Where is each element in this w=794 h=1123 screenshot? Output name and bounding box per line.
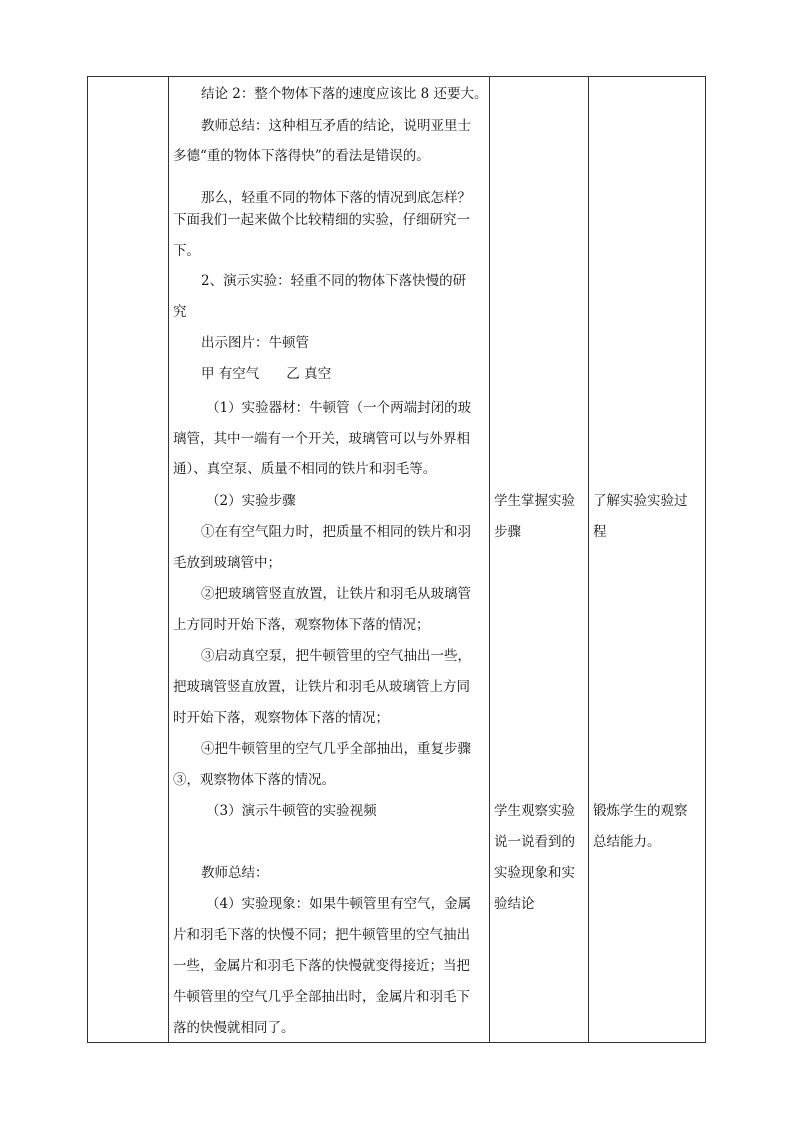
text-line: ③启动真空泵，把牛顿管里的空气抽出一些， — [201, 648, 471, 664]
text-line: 毛放到玻璃管中； — [173, 555, 281, 571]
text-line: 下面我们一起来做个比较精细的实验，仔细研究一 — [173, 212, 470, 228]
text-line: 验结论 — [494, 896, 535, 912]
text-line: （2）实验步骤 — [206, 493, 296, 509]
text-line: ④把牛顿管里的空气几乎全部抽出，重复步骤 — [201, 741, 471, 757]
text-line: 步骤 — [494, 524, 521, 540]
text-line: （4）实验现象：如果牛顿管里有空气，金属 — [206, 896, 472, 912]
text-line: ①在有空气阻力时，把质量不相同的铁片和羽 — [201, 524, 471, 540]
text-line: 牛顿管里的空气几乎全部抽出时，金属片和羽毛下 — [173, 989, 470, 1005]
stage-column — [88, 77, 169, 1042]
text-line: 多德“重的物体下落得快”的看法是错误的。 — [173, 148, 430, 164]
text-line: 究 — [173, 304, 187, 320]
text-line: 上方同时开始下落，观察物体下落的情况； — [173, 617, 430, 633]
text-line: 一些，金属片和羽毛下落的快慢就变得接近；当把 — [173, 958, 470, 974]
text-line: 实验现象和实 — [494, 865, 575, 881]
text-line: 出示图片：牛顿管 — [201, 335, 309, 351]
text-line: 结论 2：整个物体下落的速度应该比 8 还要大。 — [201, 86, 488, 102]
student-activity-column — [489, 77, 589, 1042]
text-line: （3）演示牛顿管的实验视频 — [206, 803, 377, 819]
text-line: 锻炼学生的观察 — [593, 803, 688, 819]
text-line: 了解实验实验过 — [593, 493, 688, 509]
text-line: 程 — [593, 524, 607, 540]
text-line: 总结能力。 — [593, 834, 661, 850]
design-intent-column — [588, 77, 705, 1042]
text-line: 通）、真空泵、质量不相同的铁片和羽毛等。 — [173, 461, 437, 477]
text-line: ②把玻璃管竖直放置，让铁片和羽毛从玻璃管 — [201, 586, 471, 602]
text-line: 教师总结：这种相互矛盾的结论，说明亚里士 — [201, 118, 471, 134]
text-line: 那么，轻重不同的物体下落的情况到底怎样？ — [201, 190, 471, 206]
text-line: 甲 有空气 乙 真空 — [201, 366, 332, 382]
text-line: 说一说看到的 — [494, 834, 575, 850]
text-line: 下。 — [173, 243, 200, 259]
text-line: 把玻璃管竖直放置，让铁片和羽毛从玻璃管上方同 — [173, 679, 470, 695]
text-line: 时开始下落，观察物体下落的情况； — [173, 710, 389, 726]
text-line: 学生掌握实验 — [494, 493, 575, 509]
text-line: 落的快慢就相同了。 — [173, 1020, 295, 1036]
text-line: （1）实验器材：牛顿管（一个两端封闭的玻 — [206, 400, 472, 416]
text-line: 片和羽毛下落的快慢不同；把牛顿管里的空气抽出 — [173, 927, 470, 943]
lesson-table — [87, 76, 706, 1043]
text-line: 璃管，其中一端有一个开关，玻璃管可以与外界相 — [173, 431, 470, 447]
text-line: ③，观察物体下落的情况。 — [173, 772, 335, 788]
teacher-activity-column — [168, 77, 490, 1042]
text-line: 2、演示实验：轻重不同的物体下落快慢的研 — [201, 273, 467, 289]
text-line: 学生观察实验 — [494, 803, 575, 819]
text-line: 教师总结： — [201, 865, 269, 881]
